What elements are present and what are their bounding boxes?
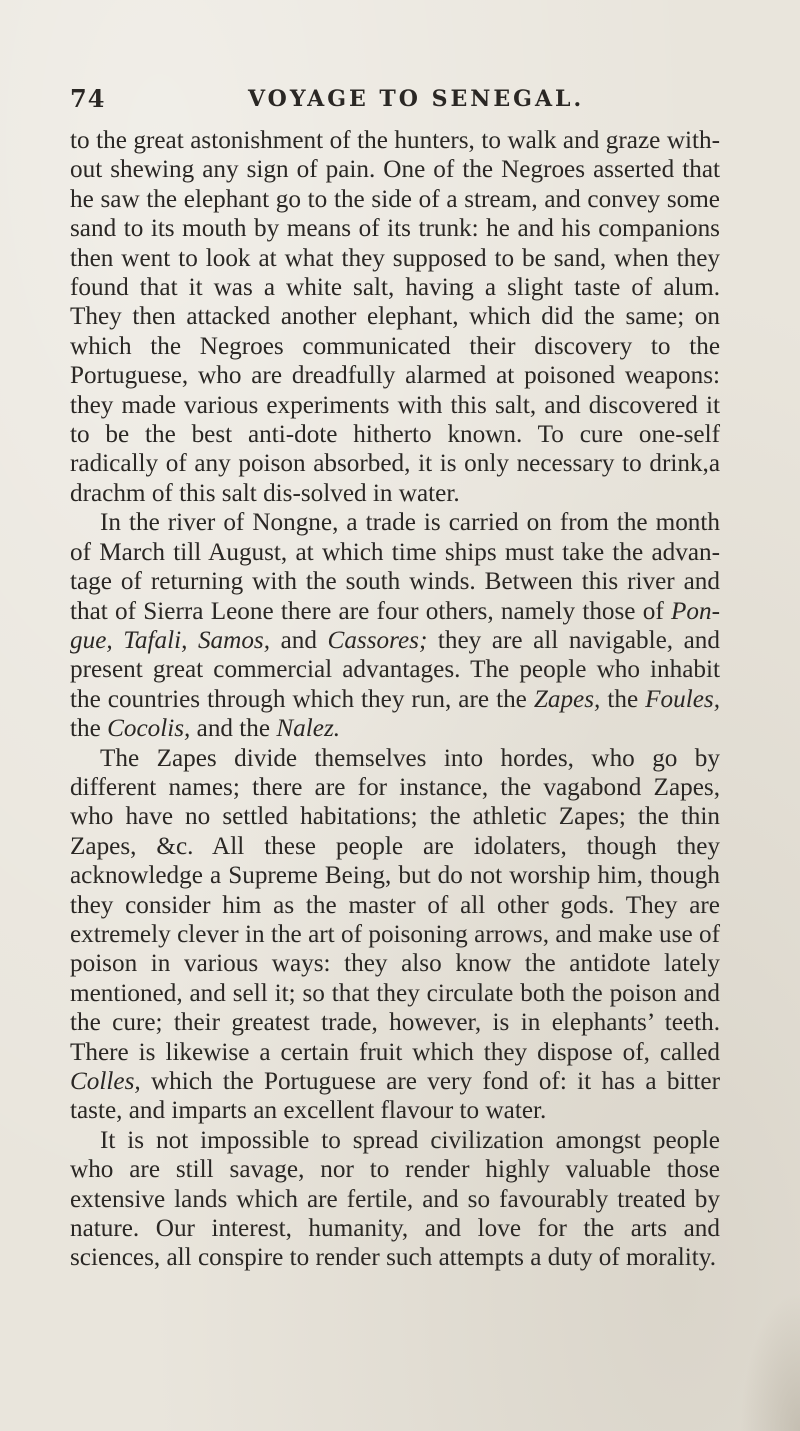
- text-segment: and: [270, 626, 328, 654]
- paragraph-p3: [70, 744, 720, 1126]
- italic-text: Nalez.: [276, 715, 341, 743]
- paper-stain: [740, 1291, 800, 1431]
- italic-text: Zapes,: [533, 685, 601, 713]
- page-header: [70, 84, 730, 124]
- page-number: 74: [70, 84, 106, 113]
- text-segment: the: [600, 685, 646, 713]
- italic-text: Cassores;: [327, 626, 428, 654]
- italic-text: Colles,: [70, 1068, 141, 1095]
- body-text: [70, 126, 720, 1273]
- paragraph-p2: [70, 508, 720, 743]
- text-segment: It is not impossible to spread civilization amongst people who are still savage, nor to render highly valuable those extensive lands which are fertile, and so favourably treated by nature. Our interest, humanity, and love for the arts and sciences, all conspire to render such attempts a duty of morality.: [70, 1126, 720, 1272]
- text-segment: the: [70, 715, 108, 743]
- italic-text: Foules,: [645, 685, 720, 713]
- text-segment: which the Portuguese are very fond of: it has a bitter taste, and imparts an excellent flavour to water.: [70, 1068, 720, 1125]
- italic-text: Cocolis,: [107, 715, 191, 743]
- running-head: VOYAGE TO SENEGAL.: [248, 86, 585, 112]
- paragraph-p4: [70, 1126, 720, 1273]
- italic-text: Pon-gue, Tafali, Samos,: [70, 597, 720, 654]
- text-segment: In the river of Nongne, a trade is carried on from the month of March till August, at which time ships must take the advan-tage of returning with the south winds. Between this river and that of Sierra Leone there are four others, namely those of: [70, 509, 720, 625]
- text-segment: The Zapes divide themselves into hordes, who go by different names; there are for instance, the vagabond Zapes, who have no settled habitations; the athletic Zapes; the thin Zapes, &c. All these people are idolaters, though they acknowledge a Supreme Being, but do not worship him, though they consider him as the master of all other gods. They are extremely clever in the art of poisoning arrows, and make use of poison in various ways: they also know the antidote lately mentioned, and sell it; so that they circulate both the poison and the cure; their greatest trade, however, is in elephants’ teeth. There is likewise a certain fruit which they dispose of, called: [70, 744, 720, 1066]
- text-segment: they are all navigable, and present great commercial advantages. The people who inhabit the countries through which they run, are the: [70, 626, 720, 713]
- paragraph-p1: [70, 126, 720, 508]
- text-segment: to the great astonishment of the hunters, to walk and graze with-out shewing any sign of pain. One of the Negroes asserted that he saw the elephant go to the side of a stream, and convey some sand to its mouth by means of its trunk: he and his companions then went to look at what they supposed to be sand, when they found that it was a white salt, having a slight taste of alum. They then attacked another elephant, which did the same; on which the Negroes communicated their discovery to the Portuguese, who are dreadfully alarmed at poisoned weapons: they made various experiments with this salt, and discovered it to be the best anti-dote hitherto known. To cure one-self radically of any poison absorbed, it is only necessary to drink,a drachm of this salt dis-solved in water.: [70, 127, 720, 507]
- text-segment: and the: [190, 715, 277, 743]
